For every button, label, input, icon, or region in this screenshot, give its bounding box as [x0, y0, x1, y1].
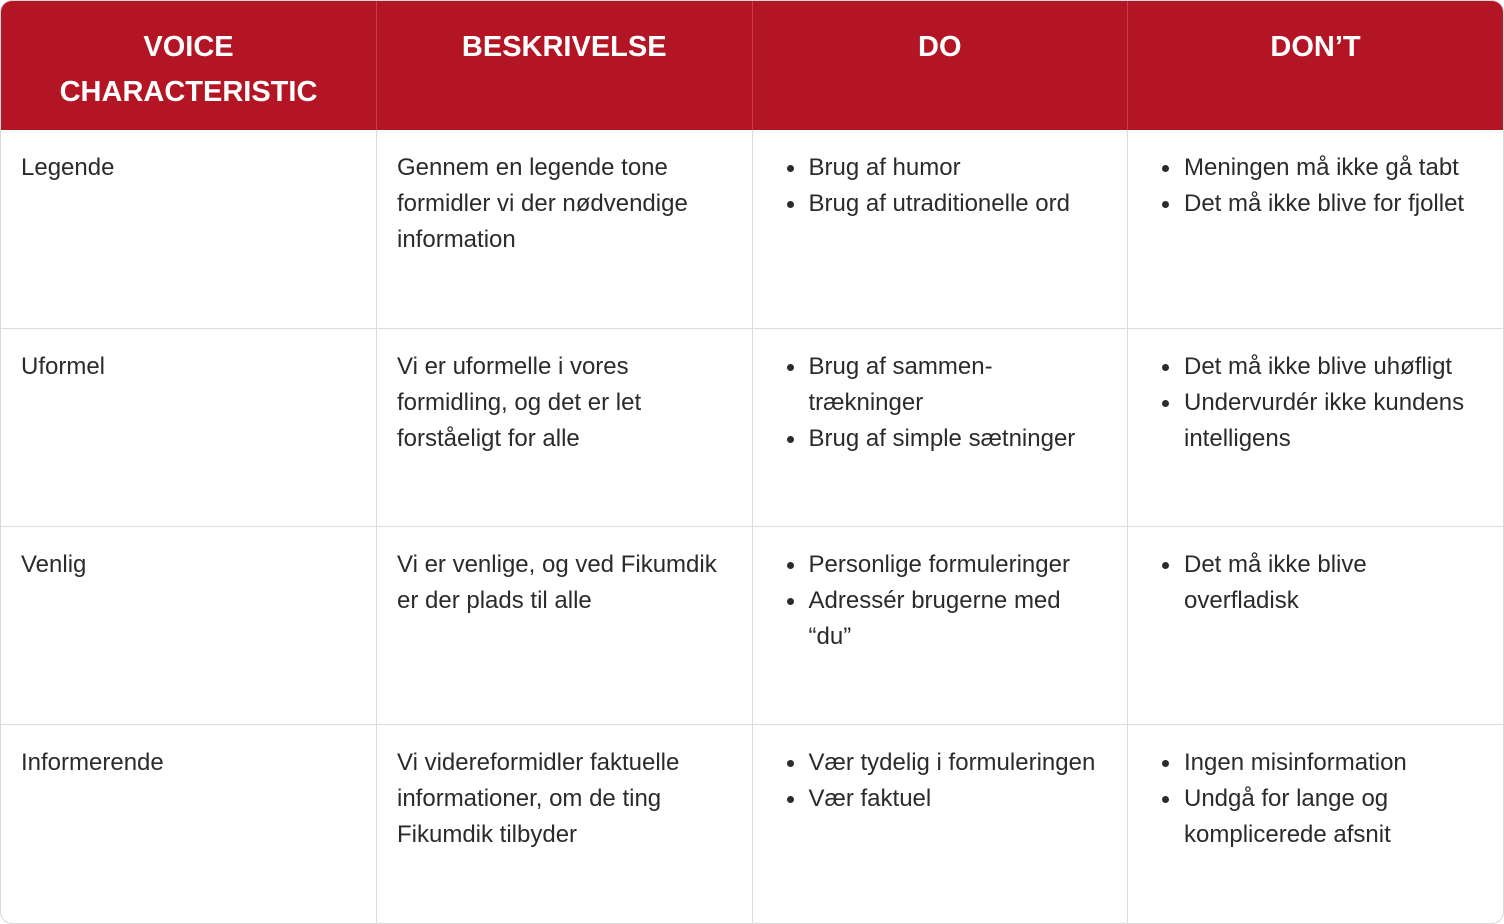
do-list	[773, 745, 1108, 817]
voice-text: Legende	[21, 154, 115, 181]
voice-cell	[1, 130, 377, 328]
beskrivelse-text: Vi er venlige, og ved Fikumdik er der plads til alle	[397, 550, 717, 614]
do-list	[773, 150, 1108, 222]
do-item: Adressér brugerne med “du”	[809, 583, 1079, 655]
voice-text: Venlig	[21, 550, 87, 578]
beskrivelse-cell	[377, 526, 753, 724]
beskrivelse-cell	[377, 328, 753, 526]
dont-list	[1148, 745, 1483, 853]
header-do	[752, 1, 1128, 130]
voice-cell	[1, 724, 377, 923]
do-list	[773, 547, 1108, 655]
dont-cell	[1128, 724, 1504, 923]
table-row	[1, 724, 1503, 923]
beskrivelse-cell	[377, 724, 753, 923]
header-do-label: DO	[918, 31, 962, 63]
table-header	[1, 1, 1503, 130]
do-cell	[752, 130, 1128, 328]
do-cell	[752, 724, 1128, 923]
dont-item: Undgå for lange og komplicerede afsnit	[1184, 781, 1424, 853]
beskrivelse-text: Vi er uformelle i vores formidling, og det er let forståeligt for alle	[397, 352, 642, 452]
header-beskrivelse	[377, 1, 753, 130]
dont-list	[1148, 349, 1483, 457]
header-voice-characteristic	[1, 1, 377, 130]
do-cell	[752, 526, 1128, 724]
do-item: Brug af humor	[809, 150, 1108, 186]
do-item: Brug af simple sætninger	[809, 421, 1108, 457]
dont-cell	[1128, 526, 1504, 724]
voice-table	[1, 1, 1503, 923]
do-item: Personlige formuleringer	[809, 547, 1108, 583]
table-row	[1, 526, 1503, 724]
dont-item: Det må ikke blive uhøfligt	[1184, 349, 1483, 385]
dont-item: Ingen misinformation	[1184, 745, 1483, 781]
voice-text: Uformel	[21, 352, 106, 380]
dont-cell	[1128, 130, 1504, 328]
dont-item: Det må ikke blive overfladisk	[1184, 547, 1384, 619]
voice-cell	[1, 328, 377, 526]
beskrivelse-text: Vi videreformidler faktuelle informationer, om de ting Fikumdik tilbyder	[397, 748, 680, 848]
table-body	[1, 130, 1503, 923]
table-row	[1, 328, 1503, 526]
header-dont-label: DON’T	[1270, 31, 1361, 63]
voice-text: Informerende	[21, 748, 164, 776]
header-dont	[1128, 1, 1504, 130]
header-row	[1, 1, 1503, 130]
do-item: Vær tydelig i formuleringen	[809, 745, 1108, 781]
dont-cell	[1128, 328, 1504, 526]
beskrivelse-cell	[377, 130, 753, 328]
dont-list	[1148, 150, 1483, 222]
dont-item: Meningen må ikke gå tabt	[1184, 150, 1483, 186]
voice-cell	[1, 526, 377, 724]
dont-item: Undervurdér ikke kundens intelligens	[1184, 385, 1483, 457]
header-beskrivelse-label: BESKRIVELSE	[461, 31, 667, 63]
do-list	[773, 349, 1108, 457]
do-item: Vær faktuel	[809, 781, 1108, 817]
dont-item: Det må ikke blive for fjollet	[1184, 186, 1483, 222]
do-cell	[752, 328, 1128, 526]
dont-list	[1148, 547, 1483, 619]
header-voice-label: VOICE CHARACTERISTIC	[59, 31, 318, 108]
beskrivelse-text: Gennem en legende tone formidler vi der nødvendige information	[397, 154, 688, 253]
do-item: Brug af utraditionelle ord	[809, 186, 1108, 222]
table-row	[1, 130, 1503, 328]
do-item: Brug af sammen-trækninger	[809, 349, 1019, 421]
